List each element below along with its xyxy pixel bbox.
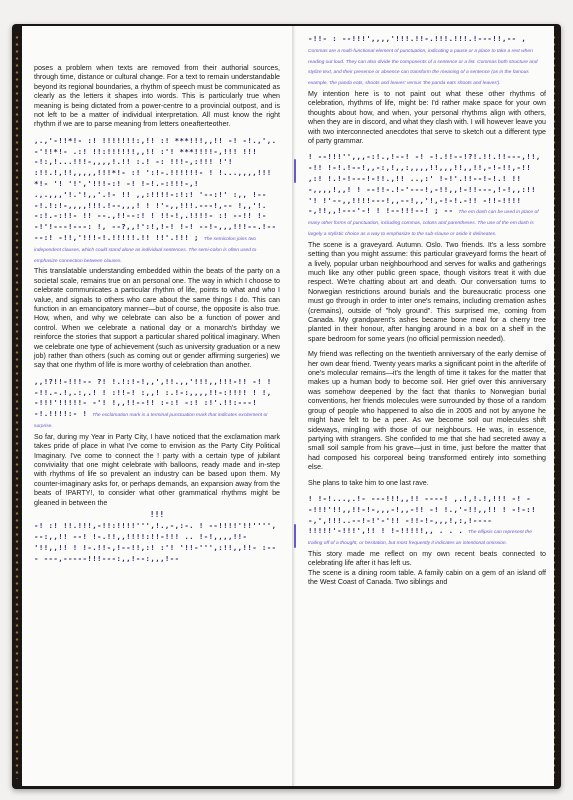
- punctuation-block: [34, 377, 280, 431]
- punctuation-marks: ,,!?!!-!!!-- ?! !.!:!-!,,',!!.,,'!!!,,!!!-!! -! !-!!.-.!,.:,.! ! :!!-! :,,! :.!-:,,,,!!-:!!!! ! !,-!!!'!!!!!- -'! !,,!!--!! :-:! -:! :!'.!!:---! -!.!!!!:- !: [34, 376, 272, 419]
- exclamation-note: The exclamation mark is a terminal punctuation mark that indicates excitement or surprise.: [34, 413, 268, 430]
- paragraph: She plans to take him to one last rave.: [308, 478, 429, 487]
- paragraph: My friend was reflecting on the twentieth anniversary of the early demise of her own dear friend. Twenty years marks a significant point in the afterlife of one's molecular remains—it's the length of time it takes for the matter that makes up a human body to become soil. Her grief over this anniversary was somehow deepened by the fact that thanks to Norwegian burial conventions, her friends molecules were surrounded by those of a random group of people who happened to also die in 2005 and not by anyone he might have felt to be a peer. As we become soil our molecules shift sideways, mingling with those of our neighbours. He was, in essence, partying with strangers. She confided to me that she had secreted away a small soil sample from his grave—just in time, just before the matter that had composed his corporeal being transformed entirely into something else.: [308, 350, 546, 472]
- cover-edge-left: [14, 34, 22, 779]
- paragraph: This story made me reflect on my own recent beats connected to celebrating life after it has left us.: [308, 549, 546, 568]
- open-booklet: [12, 24, 561, 789]
- punctuation-block: [34, 521, 280, 564]
- punctuation-marks: -!!- : --!!!',,,,'!!!.!!-.!!!.!!!.!---!!,-- ,: [308, 34, 527, 43]
- right-column: [308, 32, 546, 594]
- punctuation-marks: -! :! !!.!!!,-!!:!!!!''',!.,-,:-. ! --!!!!'!!'''',--:,,!! --! !-.!!,,!!!!:!!-!!! .. !-!,,,,!!-'!!,,!! ! !-.!!-,!--!!,:! :'! '!!-''',:!!,,!!- :--- ---,-----!!!---:,,!--:,,,!--: [34, 521, 277, 563]
- left-page: [22, 26, 292, 786]
- paragraph: My intention here is to not paint out what these other rhythms of celebration, rhythms of life, might be: I'd rather make space for your own thoughts about how, and when, your personal rhythms align with others, when they are in discord, and what they clash with. I will however leave you with two interconnected anecdotes that serve to sketch out a different type of party grammar.: [308, 89, 546, 146]
- right-page: [298, 26, 554, 786]
- paragraph: poses a problem when texts are removed from their authorial sources, through time, distance or cultural change. For a text to remain understandable beyond its regional boundaries, a rhythm of speech must be communicated as clearly as the letters it shapes into words. This is particularly true when meaning is being dictated from a power-centre to a provincial outpost, and is not left to be a matter of individual interpretation. All must know the right rhythm if we are to parse meaning from letters oneafterteother.: [34, 64, 280, 129]
- left-column: [34, 64, 280, 566]
- semicolon-note: The semicolon joins two independent clauses, which could stand alone as individual sentences. The semi-colon is often used to emphasize connection between clauses.: [34, 237, 257, 264]
- punctuation-block: [308, 494, 546, 548]
- staple-top: [294, 159, 296, 183]
- centered-exclamations: !!!: [149, 510, 165, 520]
- paragraph: This translatable understanding embedded within the beats of the party on a societal scale, remains true on an personal one. The way in which I choose to celebrate communicates a particular rhythm of life, points to what and who I value, and signals to others who care about the same things I do. This can function in an emancipatory manner—but of course, the opposite is also true. How, when, and why we celebrate can also be a function of power and control. When we celebrate a national day or a monarch's birthday we reinforce the stories that support a particular shared political imaginary. When we celebrate one type of achievement (such as university graduation or a new job) rather than others (such as coming out or gender affirming surgeries) we say that one rhythm of life is more worthy of celebration than another.: [34, 267, 280, 370]
- paragraph: The scene is a graveyard. Autumn. Oslo. Two friends. It's a less sombre setting than you might assume: this particular graveyard forms the heart of a lively, popular urban neighbourhood and serves for walks and gatherings much like any other public green space, though visitors treat it with due respect. We're chatting about art and death. Our conversation turns to Norwegian restrictions around burials and the bureaucratic process one must go through in order to inter one's remains, including cremation ashes (cremains), outside of "holy ground". This surprised me, coming from Canada. My grandparent's ashes became bone meal for a cherry tree planted in their honour, after hanging around in a box on a shelf in the spare bedroom for some years (no official permission needed).: [308, 240, 546, 343]
- punctuation-block: [34, 136, 280, 266]
- staple-bottom: [294, 524, 296, 548]
- comma-note: Commas are a multi-functional element of punctuation, indicating a pause or a place to take a rest when reading out loud. They can also divide the components of a sentence or a list. Commas both structure and stylize text, and their presence or absence can transform the meaning of a sentence (as in the famous example, 'the panda eats, shoots and leaves' versus 'the panda eats shoots and leaves').: [308, 48, 538, 87]
- ellipsis-note: The ellipsis can represent the trailing off of a thought, or hesitation, but most frequently it indicates an intentional omission.: [308, 530, 532, 547]
- paragraph: So far, during my Year in Party City, I have noticed that the exclamation mark takes pride of place in what I've come to envision as the Party City Political Imaginary. I've come to connect the ! party with a certain type of jubilant conviviality that one might celebrate with balloons, ready made and in-step with rhythms of life so prevalent an industry can be based upon them. My counter-imaginary asks for, or perhaps demands, an expansion away from the beats of !PARTY!, to consider what other grammatical rhythms might be gleaned in between the: [34, 432, 280, 507]
- punctuation-block: [308, 152, 546, 238]
- paragraph: The scene is a dining room table. A family cabin on a gem of an island off the West Coast of Canada. Two siblings and: [308, 568, 546, 587]
- punctuation-marks: ! !-!...,.!- ---!!!,,!! ----! ,.!,!.!,!!! -! --!!!'!!,,!!-!-,,,-!,,-!! -! !.,'-!!,,!! ! -!-:!-,',!!!..--!-!'-'!! -!!-!-,,,!,:,!---- !!!!!'-!!!',!! ! !-!!!!!,, . . .: [308, 493, 536, 536]
- punctuation-marks: ,.,'-!!*!- :! !!!!!!!:,!! :! ***!!!,,!! -! -!.,',.-'!!*!- .:! !!:!!!!!!,,!! :'! ***!!!!-,!!! !!! -!:,!...!!!-,,,,!.!! :.! -: !!!-,:!!! !'! :!!.!,!!,,,,,!!!*!- :! ':!-.!!!!!!- ! !...,,,,!!!*!- '! '!','!!!-:! -! !-!.-:!!!-,! .,.,,,'!.'!,,'.!- !! ,,:!!!!-:!:! '--:!' :,, !---!.!:!-,,,,!!!.!--,,,! ! !'-,,!!!.---!,-- !,,'!.-:!.-:!!- !! --.,!!--:! ! !!-!,.!!!!- :! --!! !--!'!---!---: !, --?,,!':!,!-! !-! --!-,,,!!!--.!-- --:! -!!,'!!!-!.!!!!!.!! !!'.!!! ;: [34, 135, 277, 243]
- punctuation-marks: ! --!!!'',,,-:!.,!--! -! -!.!!--!?!.!!.!!---,!!,-!! !-!.!--!,,-:,!,,:,,,,!!,,,!!,,!!,-!-!!,-!! ,:! !.!-!---!-!!.,!! ..,:' !-!'.!!--!-!.! !!-,,,,!,,! ! --!!-.!-'---!,-!!,,!-!!---,!-!,,:!! '! !'--,,!!!!---!,,--!,,'!,-!-!.-!! -!!-!!!!-,!!,,!---'-! ! !--!!!--! ; --: [308, 152, 541, 216]
- em-dash-note: The em dash can be used in place of many other forms of punctuation, including commas, colons and parentheses. The use of the em dash is largely a stylistic choice as a way to emphasize to the sub-clause or aside it delineates.: [308, 210, 539, 237]
- punctuation-block: [308, 34, 546, 88]
